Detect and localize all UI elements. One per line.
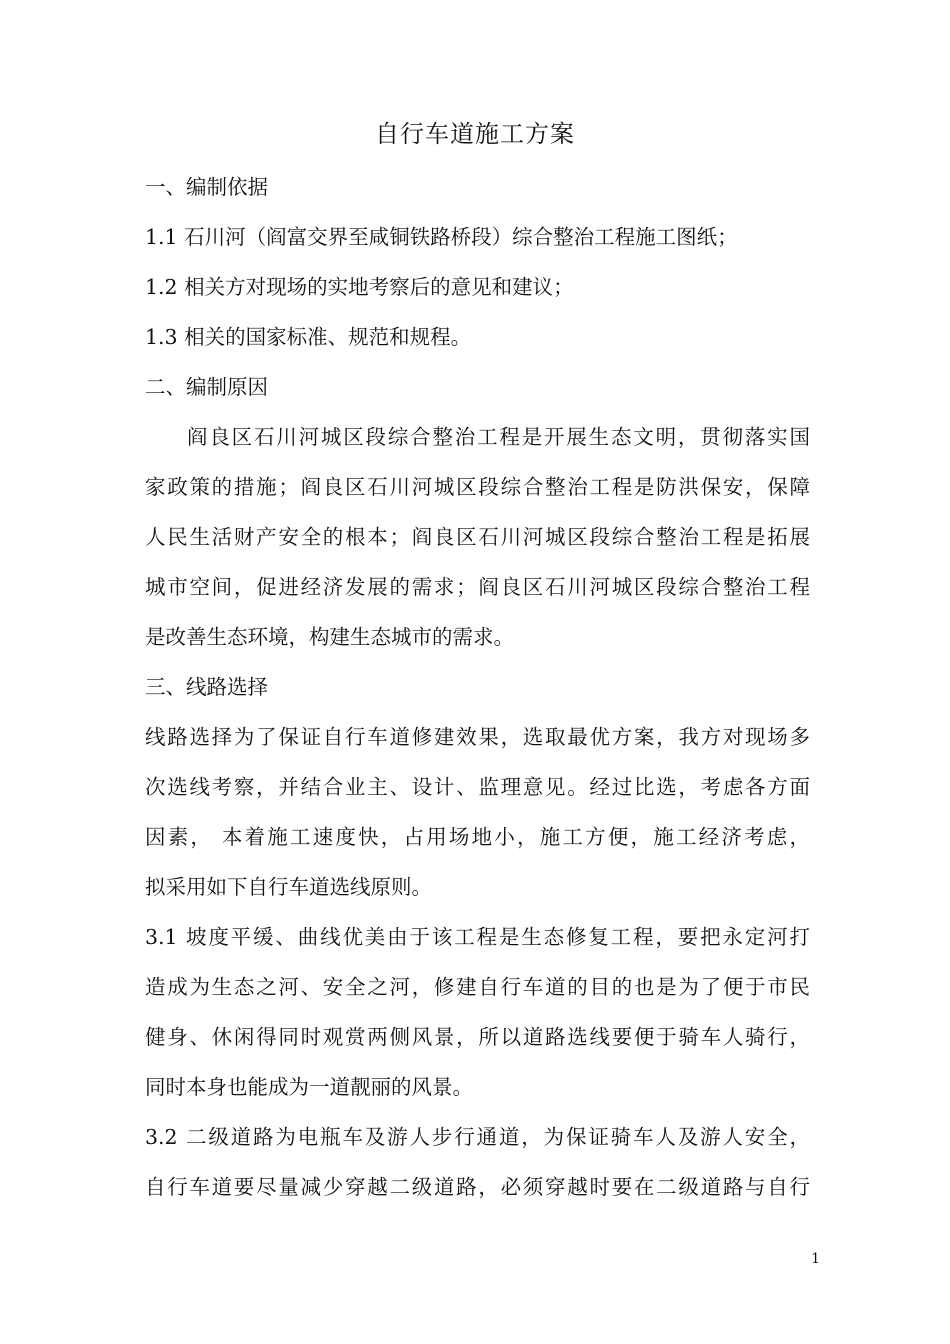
- section-heading-reason: 二、编制原因: [145, 375, 268, 399]
- item-3-2-line-2: 自行车道要尽量减少穿越二级道路，必须穿越时要在二级道路与自行: [145, 1175, 810, 1199]
- item-3-2-line-1: 3.2 二级道路为电瓶车及游人步行通道，为保证骑车人及游人安全，: [145, 1125, 810, 1149]
- reason-paragraph-line-2: 家政策的措施；阎良区石川河城区段综合整治工程是防洪保安，保障: [145, 475, 810, 499]
- reason-paragraph-line-1: 阎良区石川河城区段综合整治工程是开展生态文明，贯彻落实国: [187, 425, 810, 449]
- basis-item-1-3: 1.3 相关的国家标准、规范和规程。: [145, 325, 472, 349]
- reason-paragraph-line-4: 城市空间，促进经济发展的需求；阎良区石川河城区段综合整治工程: [145, 575, 810, 599]
- section-heading-route: 三、线路选择: [145, 675, 268, 699]
- document-title: 自行车道施工方案: [375, 120, 575, 148]
- route-paragraph-line-3: 因素， 本着施工速度快，占用场地小，施工方便，施工经济考虑，: [145, 825, 810, 849]
- item-3-1-line-2: 造成为生态之河、安全之河，修建自行车道的目的也是为了便于市民: [145, 975, 810, 999]
- item-3-1-line-4: 同时本身也能成为一道靓丽的风景。: [145, 1075, 473, 1099]
- basis-item-1-1: 1.1 石川河（阎富交界至咸铜铁路桥段）综合整治工程施工图纸；: [145, 225, 738, 249]
- route-paragraph-line-4: 拟采用如下自行车道选线原则。: [145, 875, 432, 899]
- route-paragraph-line-2: 次选线考察，并结合业主、设计、监理意见。经过比选，考虑各方面: [145, 775, 810, 799]
- basis-item-1-2: 1.2 相关方对现场的实地考察后的意见和建议；: [145, 275, 574, 299]
- item-3-1-line-1: 3.1 坡度平缓、曲线优美由于该工程是生态修复工程，要把永定河打: [145, 925, 810, 949]
- reason-paragraph-line-3: 人民生活财产安全的根本；阎良区石川河城区段综合整治工程是拓展: [145, 525, 810, 549]
- route-paragraph-line-1: 线路选择为了保证自行车道修建效果，选取最优方案，我方对现场多: [145, 725, 810, 749]
- item-3-1-line-3: 健身、休闲得同时观赏两侧风景，所以道路选线要便于骑车人骑行，: [145, 1025, 810, 1049]
- section-heading-basis: 一、编制依据: [145, 175, 268, 199]
- page-number: 1: [811, 1251, 820, 1267]
- reason-paragraph-line-5: 是改善生态环境，构建生态城市的需求。: [145, 625, 514, 649]
